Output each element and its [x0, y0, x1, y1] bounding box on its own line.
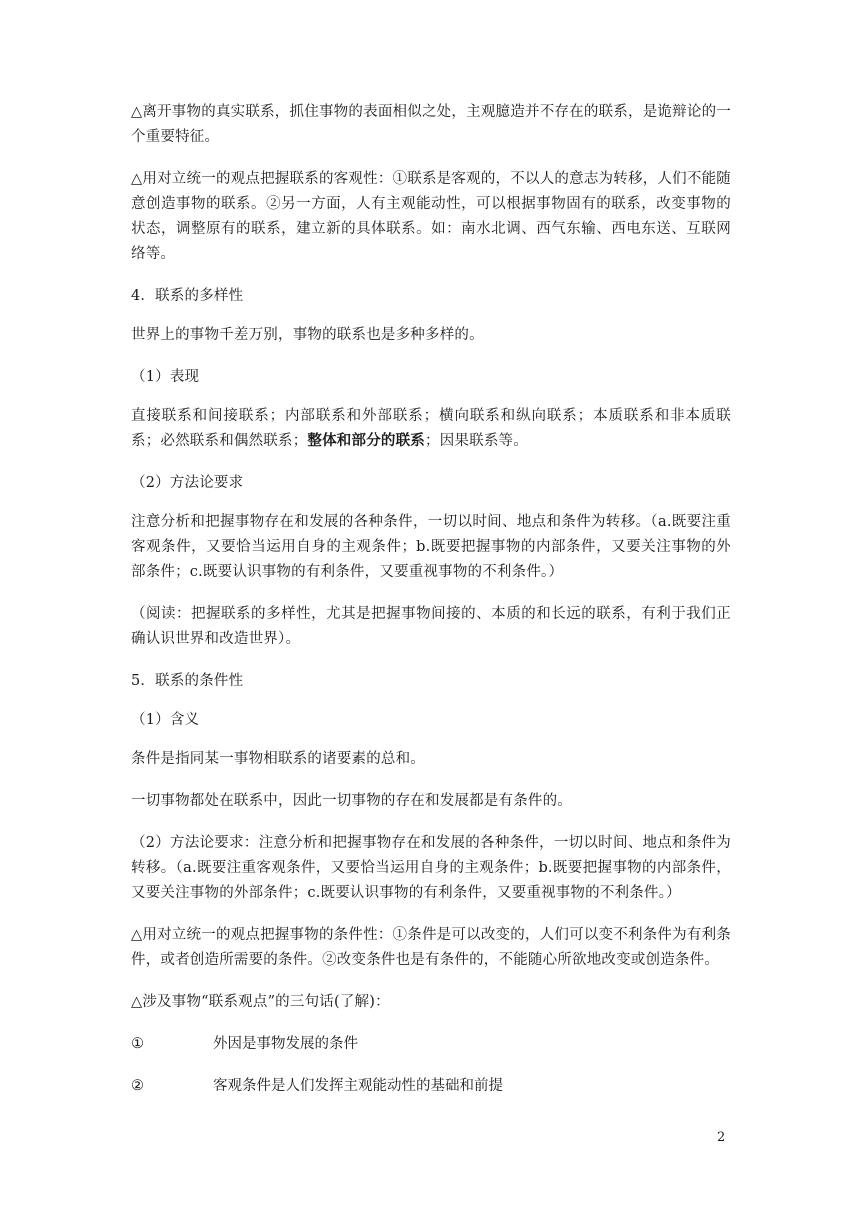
paragraph-manifestation: [131, 404, 731, 454]
paragraph-condition-definition: 条件是指同某一事物相联系的诸要素的总和。: [131, 751, 425, 767]
paragraph-reading: （阅读：把握联系的多样性，尤其是把握事物间接的、本质的和长远的联系，有利于我们正确认识世界和改造世界）。: [131, 606, 731, 647]
paragraph-methodology: 注意分析和把握事物存在和发展的各种条件，一切以时间、地点和条件为转移。（a.既要注重客观条件，又要恰当运用自身的主观条件；b.既要把握事物的内部条件，又要关注事物的外部条件；c.既要认识事物的有利条件，又要重视事物的不利条件。）: [131, 514, 731, 580]
page-number: 2: [717, 1130, 726, 1145]
numbered-item: [131, 1074, 731, 1099]
subheading-meaning: （1）含义: [131, 712, 200, 728]
subheading-methodology: （2）方法论要求: [131, 475, 244, 491]
paragraph-sophistry: △离开事物的真实联系，抓住事物的表面相似之处，主观臆造并不存在的联系，是诡辩论的一个重要特征。: [131, 104, 731, 145]
numbered-item: [131, 1032, 731, 1057]
manifestation-text-start: 直接联系和间接联系；内部联系和外部联系；横向联系和纵向联系；本质联系和非本质联系；必然联系和偶然联系；: [131, 408, 731, 449]
item-text: 客观条件是人们发挥主观能动性的基础和前提: [213, 1078, 503, 1094]
item-marker: ②: [131, 1078, 144, 1094]
paragraph-condition-existence: 一切事物都处在联系中，因此一切事物的存在和发展都是有条件的。: [131, 793, 572, 809]
paragraph-three-sentences: △涉及事物“联系观点”的三句话(了解)：: [131, 994, 390, 1010]
item-marker: ①: [131, 1036, 144, 1052]
paragraph-condition-methodology: （2）方法论要求：注意分析和把握事物存在和发展的各种条件，一切以时间、地点和条件为转移。（a.既要注重客观条件，又要恰当运用自身的主观条件；b.既要把握事物的内部条件，又要关注事物的外部条件；c.既要认识事物的有利条件，又要重视事物的不利条件。）: [131, 835, 731, 901]
manifestation-text-end: ；因果联系等。: [425, 433, 528, 449]
item-text: 外因是事物发展的条件: [213, 1036, 358, 1052]
paragraph-diversity-intro: 世界上的事物千差万别，事物的联系也是多种多样的。: [131, 327, 484, 343]
paragraph-objectivity: △用对立统一的观点把握联系的客观性：①联系是客观的，不以人的意志为转移，人们不能随意创造事物的联系。②另一方面，人有主观能动性，可以根据事物固有的联系，改变事物的状态，调整原有的联系，建立新的具体联系。如：南水北调、西气东输、西电东送、互联网络等。: [131, 171, 731, 262]
heading-conditionality: 5．联系的条件性: [131, 673, 244, 689]
page-content: [131, 100, 731, 1116]
heading-diversity: 4．联系的多样性: [131, 288, 244, 304]
subheading-manifestation: （1）表现: [131, 369, 200, 385]
paragraph-condition-unity: △用对立统一的观点把握事物的条件性：①条件是可以改变的，人们可以变不利条件为有利条件，或者创造所需要的条件。②改变条件也是有条件的，不能随心所欲地改变或创造条件。: [131, 927, 731, 968]
manifestation-text-bold: 整体和部分的联系: [307, 433, 426, 449]
